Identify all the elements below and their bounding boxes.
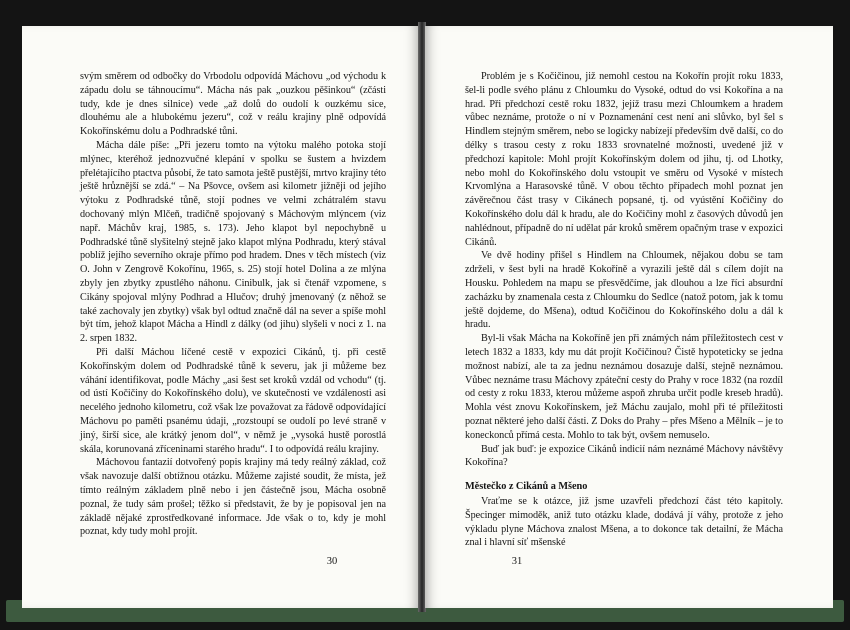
right-page-number: 31	[511, 556, 523, 567]
right-page-text	[465, 70, 783, 550]
section-heading: Městečko z Cikánů a Mšeno	[465, 481, 588, 493]
left-page-number: 30	[326, 556, 338, 567]
section-paragraph: Vraťme se k otázce, již jsme uzavřeli předchozí část této kapitoly. Špecinger mimoděk, aniž tuto otázku klade, dodává jí váhy, protože z jeho výkladu plyne Máchova znalost Mšena, a to dokonce tak detailní, že Mácha znal i hlavní síť mšenské	[465, 495, 783, 549]
left-paragraph-4: Máchovou fantazií dotvořený popis krajiny má tedy reálný základ, což však navozuje další obtížnou otázku. Můžeme zajisté soudit, že místa, jež tímto reálným základem plně nebo i jen částečně jsou, Mácha osobně poznal, že tudy sám prošel; těžko si představit, že by je popisoval jen na základě nějaké zprostředkované informace. Jde však o to, kdy je mohl poznat, kdy tudy mohl projít.	[80, 457, 386, 538]
left-paragraph-3: Při další Máchou líčené cestě v expozici Cikánů, tj. při cestě Kokořínským dolem od Podhradské tůně k severu, jak ji můžeme bez váhání identifikovat, podle Máchy „asi šest set kroků vzdál od vchodu“ (tj. od ústí Kočičiny do Kokořínského dolu), ve skutečnosti ve vzdálenosti asi necelého jednoho kilometru, což však lze považovat za řádově odpovídající Máchovu po paměti psanému údaji, „rozstoupí se oudolí po levé straně v jiný, širší sice, ale krátký jenom dol“, v němž je „vysoká hustě porostlá skála, korunovaná zříceninami starého hradu“. I to odpovídá reálu krajiny.	[80, 346, 386, 455]
right-paragraph-1: Problém je s Kočičinou, již nemohl cestou na Kokořín projít roku 1833, šel-li podle svého plánu z Chloumku do Vysoké, odtud do vsi Kokořína a na hrad. Při předchozí cestě roku 1832, jejíž trasu mezi Chloumkem a hradem vůbec neznáme, protože o ní v Poznamenání cest není ani slůvko, byl šel s Hindlem stejným směrem, nebo se logicky nabízejí především dvě další, co do délky s trasou cesty z roku 1833 srovnatelné možnosti, uvedené již v předchozí kapitole: Mohl projít Kokořínským dolem od jihu, tj. od Lhotky, nebo mohl do Kokořínského dolu vstoupit ve směru od Vysoké v místech Krvomlýna a Harasovské tůně. V obou těchto případech mohl poznat jen závěrečnou část trasy v Cikánech popsané, tj. od vyústění Kočičiny do Kokořínského dolu dál k hradu, ale do Kočičiny mohl z časových důvodů jen nahlédnout, případně do ní udělat pár kroků směrem opačným trase v expozici Cikánů.	[465, 71, 783, 248]
right-paragraph-4: Buď jak buď: je expozice Cikánů indicií nám neznámé Máchovy návštěvy Kokořína?	[465, 443, 783, 469]
left-page-text	[80, 70, 386, 539]
left-paragraph-2: Mácha dále píše: „Při jezeru tomto na výtoku malého potoka stojí mlýnec, kteréhož jednozvučné klepání v spolku se šustem a hvizdem přelétajícího ptactva působí, že tato samota ještě pustější, mrtvo krajiny této ještě hrůznější se zdá.“ – Na Pšovce, ovšem asi kilometr jižněji od jejího výtoku z Podhradské tůně, stojí podnes ve velmi zchátralém stavu dochovaný mlýn Mlčeň, tradičně spojovaný s Máchovým mlýncem (viz např. Máchův kraj, 1985, s. 173). Jeho klapot byl nepochybně u Podhradské tůně slyšitelný stejně jako klapot mlýna Podhradu, který stával poblíž jejího severního okraje přímo pod hradem. Dnes v těch místech (viz O. John v Zengrově Kokořínu, 1965, s. 25) stojí hotel Dolina a ze mlýna zbyly jen zbytky zpustlého náhonu. Cinibulk, jak si čtenář vzpomene, s Cikány spojoval mlýny Podhrad a Hlučov; druhý jmenovaný (z něhož se také zachovaly jen zbytky) však byl odtud značně dál na sever a spíše mohl být tím, jehož klapot Mácha a Hindl z dálky (od jihu) slyšeli v noci z 1. na 2. srpen 1832.	[80, 139, 386, 345]
right-paragraph-3: Byl-li však Mácha na Kokoříně jen při známých nám příležitostech cest v letech 1832 a 1833, kdy mu dát projít Kočičinou? Čistě hypoteticky se jedna možnost nabízí, ale ta za jednu neznámou dosazuje další, stejně neznámou. Vůbec neznáme trasu Máchovy zpáteční cesty do Prahy v roce 1832 (na rozdíl od cesty z roku 1833, kterou můžeme aspoň zhruba určit podle kreseb hradů). Mohla vést znovu Kokořínskem, jež Máchu zaujalo, mohl při té příležitosti poznat některé jeho další části. Z Doks do Prahy – přes Mšeno a Mělník – je to koneckonců přímá cesta. Mohlo to tak být, ovšem nemuselo.	[465, 333, 783, 441]
left-paragraph-1: svým směrem od odbočky do Vrbodolu odpovídá Máchovu „od východu k západu dolu se táhnoucímu“. Mácha nás pak „ouzkou pěšinkou“ (zčásti tudy, kde je dnes silnice) vede „až dolů do oudolí k ouzkému sice, dlouhému ale a hlubokému jezeru“, což v reálu krajiny plně odpovídá Kokořínskému dolu a Podhradské tůni.	[80, 71, 386, 138]
right-page	[425, 26, 833, 608]
left-page	[22, 26, 419, 608]
right-paragraph-2: Ve dvě hodiny přišel s Hindlem na Chloumek, nějakou dobu se tam zdrželi, v šest byli na hradě Kokoříně a vyrazili ještě dál s cílem dojít na Housku. Pohledem na mapu se přesvědčíme, jak dlouhou a lze říci absurdní zacházku by znamenala cesta z Chloumku do Sedlce (natož potom, jak k tomu ještě dojdeme, do Mšena), odtud Kočičinou do Kokořínského dolu a dál k hradu.	[465, 250, 783, 331]
